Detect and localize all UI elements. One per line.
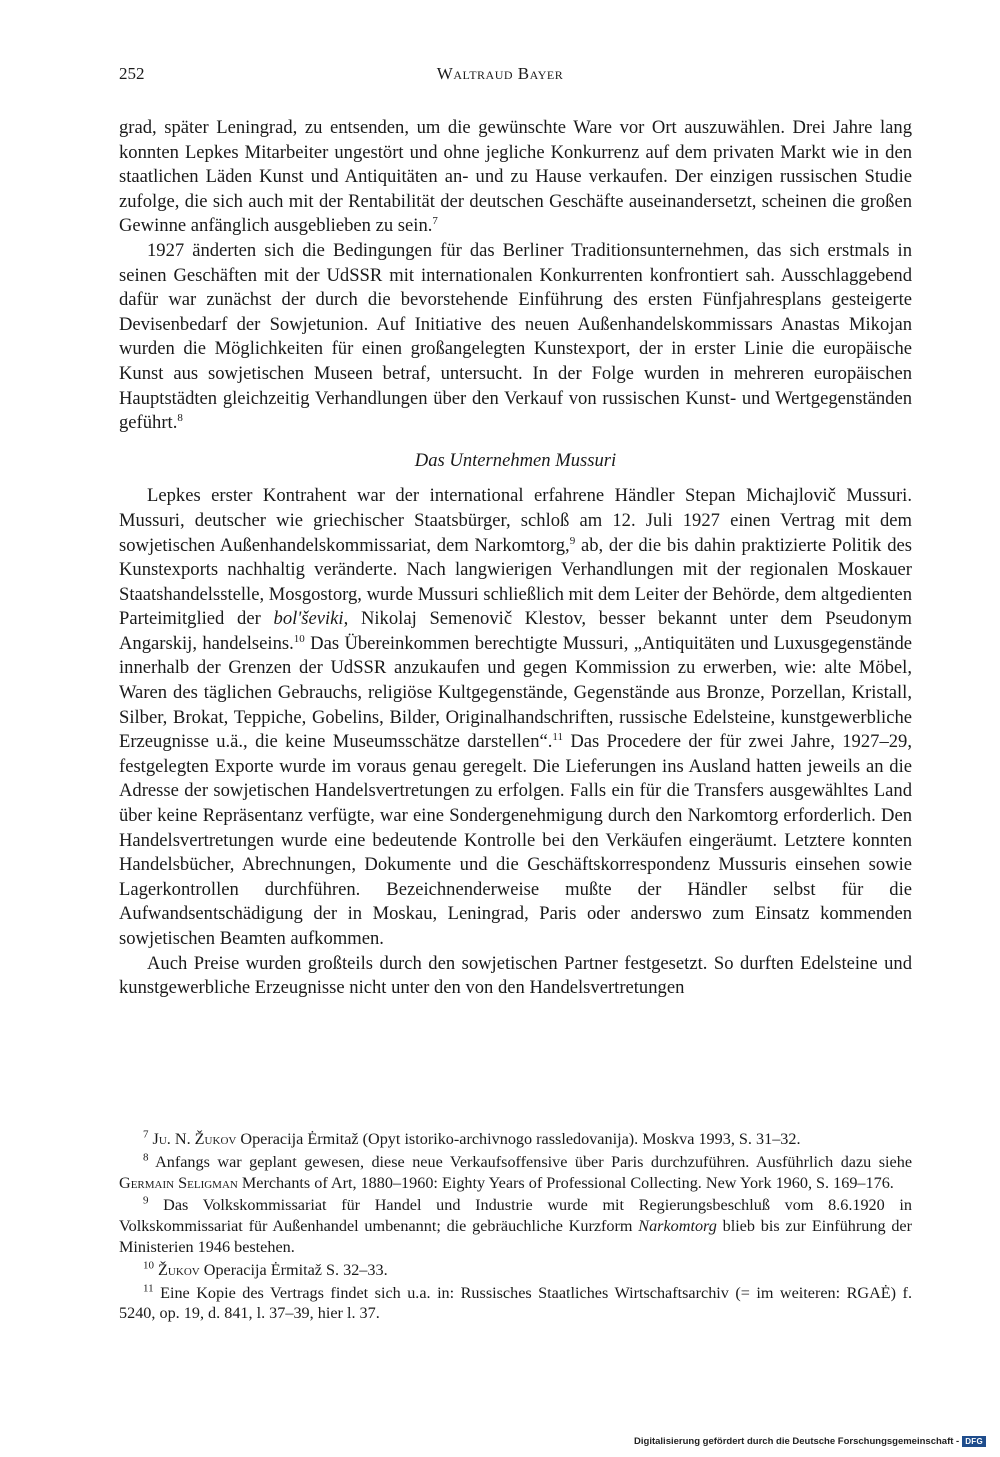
footnote-ref-7: 7 <box>432 215 438 228</box>
footnote-7: $^7$ Ju. N. Žukov Operacija Ėrmitaž (Opyt istoriko-archivnogo rassledovanija). Moskva 1993, S. 31–32. <box>143 1128 801 1148</box>
footnote-11: $^{11}$ Eine Kopie des Vertrags findet sich u.a. in: Russisches Staatliches Wirtschaftsarchiv (= im weiteren: RGAĖ) f. 5240, op. 19, d. 841, l. 37–39, hier l. 37. <box>119 1282 912 1323</box>
footnotes <box>119 1129 912 1326</box>
footnote-ref-10: 10 <box>293 632 305 645</box>
footnote-ref-8: 8 <box>177 411 183 424</box>
footnote-ref-9: 9 <box>569 534 576 547</box>
footnote-ref-11: 11 <box>552 731 563 744</box>
running-head: Waltraud Bayer <box>436 64 564 83</box>
footnote-9: $^9$ Das Volkskommissariat für Handel und Industrie wurde mit Regierungsbeschluß vom 8.6.1920 in Volkskommissariat für Außenhandel umbenannt; die gebräuchliche Kurzform Narkomtorg blieb bis zur Einführung der Ministerien 1946 bestehen. <box>119 1195 912 1256</box>
dfg-logo-icon: DFG <box>962 1436 986 1447</box>
italic-term: bol'ševiki <box>273 608 344 630</box>
footnote-8: $^8$ Anfangs war geplant gewesen, diese neue Verkaufsoffensive über Paris durchzuführen. Ausführlich dazu siehe Germain Seligman Merchants of Art, 1880–1960: Eighty Years of Professional Collecting. New York 1960, S. 169–176. <box>119 1151 912 1192</box>
paragraph-3: Lepkes erster Kontrahent war der international erfahrene Händler Stepan Michajlovič Mussuri. Mussuri, deutscher wie griechischer Staatsbürger, schloß am 12. Juli 1927 einen Vertrag mit dem sowjetischen Außenhandelskommissariat, dem Narkomtorg,$^9$ ab, der die bis dahin praktizierte Politik des Kunstexports nachhaltig veränderte. Nach langwierigen Verhandlungen mit der regionalen Moskauer Staatshandelsstelle, Mosgostorg, wurde Mussuri schließlich mit dem Leiter der Behörde, dem altgedienten Parteimitglied der bol'ševiki, Nikolaj Semenovič Klestov, besser bekannt unter dem Pseudonym Angarskij, handelseins.$^{10}$ Das Übereinkommen berechtigte Mussuri, „Antiquitäten und Luxusgegenstände innerhalb der Grenzen der UdSSR anzukaufen und gegen Kommission zu erwerben, wie: alte Möbel, Waren des täglichen Gebrauchs, religiöse Kultgegenstände, Gegenstände aus Bronze, Porzellan, Kristall, Silber, Brokat, Teppiche, Gobelins, Bilder, Originalhandschriften, russische Edelsteine, kunstgewerbliche Erzeugnisse u.ä., die keine Museumsschätze darstellen“.$^{11}$ Das Procedere der für zwei Jahre, 1927–29, festgelegten Exporte wurde im voraus genau geregelt. Die Lieferungen ins Ausland hatten jeweils an die Adresse der sowjetischen Handelsvertretungen zu erfolgen. Falls ein für die Transfers ausgewähltes Land über keine Repräsentanz verfügte, war eine Sondergenehmigung durch den Narkomtorg erforderlich. Den Handelsvertretungen wurde eine bedeutende Kontrolle bei den Verkäufen eingeräumt. Letztere konnten Handelsbücher, Abrechnungen, Dokumente und die Geschäftskorrespondenz Mussuris einsehen sowie Lagerkontrollen durchführen. Bezeichnenderweise mußte der Händler selbst für die Aufwandsentschädigung der in Moskau, Leningrad, Paris oder anderswo zum Einsatz kommenden sowjetischen Beamten aufkommen. <box>119 485 912 949</box>
footer-text: Digitalisierung gefördert durch die Deutsche Forschungsgemeinschaft - <box>634 1436 960 1447</box>
page-number: 252 <box>119 64 145 83</box>
paragraph-2: 1927 änderten sich die Bedingungen für das Berliner Traditionsunternehmen, das sich erstmals in seinen Geschäften mit der UdSSR mit internationalen Konkurrenten konfrontiert sah. Ausschlaggebend dafür war zunächst der durch die bevorstehende Einführung des ersten Fünfjahresplans gesteigerte Devisenbedarf der Sowjetunion. Auf Initiative des neuen Außenhandelskommissars Anastas Mikojan wurden die Möglichkeiten für einen großangelegten Kunstexport, der in erster Linie die europäische Kunst aus sowjetischen Museen betraf, untersucht. In der Folge wurden in mehreren europäischen Hauptstädten gleichzeitig Verhandlungen über den Verkauf von russischen Kunst- und Wertgegenständen geführt.$^8$ <box>119 239 912 434</box>
paragraph-4: Auch Preise wurden großteils durch den sowjetischen Partner festgesetzt. So durften Edelsteine und kunstgewerbliche Erzeugnisse nicht unter den von den Handelsvertretungen <box>119 952 912 999</box>
main-text <box>119 116 912 1001</box>
dfg-footer <box>634 1436 986 1447</box>
section-heading: Das Unternehmen Mussuri <box>414 449 617 471</box>
paragraph-1: grad, später Leningrad, zu entsenden, um die gewünschte Ware vor Ort auszuwählen. Drei Jahre lang konnten Lepkes Mitarbeiter ungestört und ohne jegliche Konkurrenz auf dem privaten Markt wie in den staatlichen Läden Kunst und Antiquitäten an- und zu Hause verkaufen. Der einzigen russischen Studie zufolge, die sich auch mit der Rentabilität der deutschen Geschäfte auseinandersetzt, scheinen die großen Gewinne anfänglich ausgeblieben zu sein.$^7$ <box>119 117 912 237</box>
footnote-10: $^{10}$ Žukov Operacija Ėrmitaž S. 32–33. <box>143 1259 388 1279</box>
